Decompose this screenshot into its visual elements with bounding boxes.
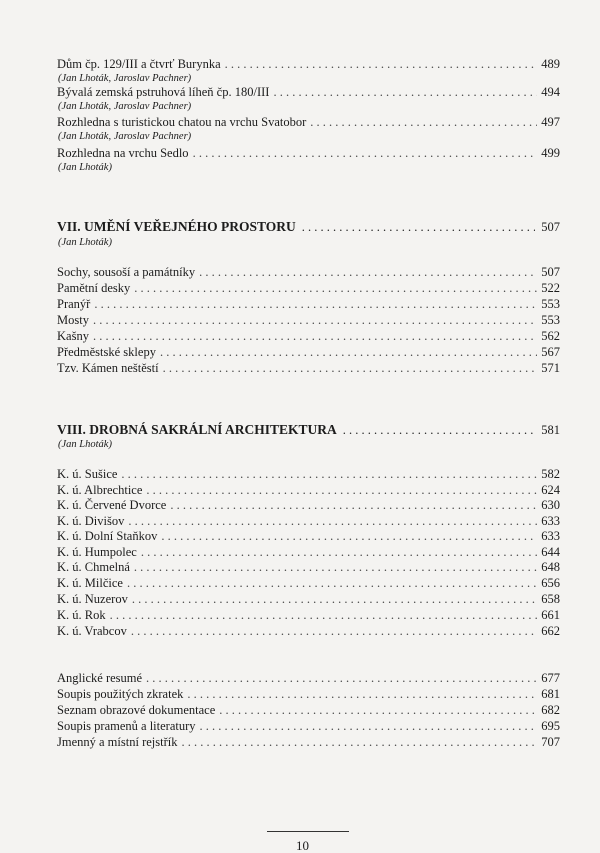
toc-entry-page: 553 bbox=[541, 297, 560, 311]
toc-entry[interactable] bbox=[57, 467, 560, 482]
toc-entry-page: 633 bbox=[541, 529, 560, 543]
toc-entry-title: Bývalá zemská pstruhová líheň čp. 180/III bbox=[57, 85, 270, 99]
toc-entry-page: 489 bbox=[541, 57, 560, 71]
leader-dots bbox=[128, 514, 537, 529]
toc-entry-page: 494 bbox=[541, 85, 560, 99]
leader-dots bbox=[187, 687, 537, 702]
toc-entry[interactable] bbox=[57, 265, 560, 280]
toc-entry[interactable] bbox=[57, 576, 560, 591]
toc-entry-title: Anglické resumé bbox=[57, 671, 143, 685]
leader-dots bbox=[146, 671, 537, 686]
toc-entry-page: 681 bbox=[541, 687, 560, 701]
toc-entry[interactable] bbox=[57, 545, 560, 560]
toc-entry-page: 644 bbox=[541, 545, 560, 559]
leader-dots bbox=[302, 219, 535, 235]
toc-entry[interactable] bbox=[57, 483, 560, 498]
leader-dots bbox=[310, 115, 537, 130]
toc-entry-page: 553 bbox=[541, 313, 560, 327]
toc-entry-title: Kašny bbox=[57, 329, 89, 343]
toc-entry[interactable] bbox=[57, 329, 560, 344]
toc-entry-page: 497 bbox=[541, 115, 560, 129]
leader-dots bbox=[134, 281, 537, 296]
leader-dots bbox=[93, 329, 537, 344]
leader-dots bbox=[132, 592, 537, 607]
toc-entry[interactable] bbox=[57, 297, 560, 312]
leader-dots bbox=[219, 703, 537, 718]
section-heading[interactable] bbox=[57, 422, 560, 438]
leader-dots bbox=[134, 560, 537, 575]
leader-dots bbox=[163, 361, 538, 376]
toc-entry[interactable] bbox=[57, 529, 560, 544]
toc-entry[interactable] bbox=[57, 85, 560, 100]
toc-entry-page: 662 bbox=[541, 624, 560, 638]
toc-entry-page: 630 bbox=[541, 498, 560, 512]
toc-entry[interactable] bbox=[57, 592, 560, 607]
toc-entry-title: Rozhledna s turistickou chatou na vrchu Svatobor bbox=[57, 115, 307, 129]
leader-dots bbox=[131, 624, 537, 639]
toc-entry-page: 624 bbox=[541, 483, 560, 497]
toc-entry[interactable] bbox=[57, 514, 560, 529]
section-page: 581 bbox=[541, 423, 560, 437]
leader-dots bbox=[193, 146, 538, 161]
toc-entry-title: K. ú. Nuzerov bbox=[57, 592, 128, 606]
toc-entry-page: 658 bbox=[541, 592, 560, 606]
toc-entry-title: K. ú. Milčice bbox=[57, 576, 123, 590]
toc-entry-page: 661 bbox=[541, 608, 560, 622]
toc-entry[interactable] bbox=[57, 624, 560, 639]
toc-entry[interactable] bbox=[57, 146, 560, 161]
toc-entry-title: Mosty bbox=[57, 313, 89, 327]
toc-entry-title: Sochy, sousoší a památníky bbox=[57, 265, 196, 279]
toc-entry-page: 582 bbox=[541, 467, 560, 481]
toc-entry-page: 562 bbox=[541, 329, 560, 343]
toc-entry-page: 707 bbox=[541, 735, 560, 749]
leader-dots bbox=[94, 297, 537, 312]
toc-entry-page: 682 bbox=[541, 703, 560, 717]
toc-entry-title: K. ú. Albrechtice bbox=[57, 483, 143, 497]
section-author: (Jan Lhoták) bbox=[58, 439, 112, 450]
section-page: 507 bbox=[541, 220, 560, 234]
leader-dots bbox=[121, 467, 537, 482]
leader-dots bbox=[170, 498, 537, 513]
toc-entry-author: (Jan Lhoták, Jaroslav Pachner) bbox=[58, 73, 192, 84]
leader-dots bbox=[141, 545, 537, 560]
toc-entry[interactable] bbox=[57, 735, 560, 750]
toc-entry-author: (Jan Lhoták, Jaroslav Pachner) bbox=[58, 101, 192, 112]
footer-rule bbox=[267, 831, 349, 832]
toc-entry-title: Dům čp. 129/III a čtvrť Burynka bbox=[57, 57, 221, 71]
leader-dots bbox=[127, 576, 537, 591]
toc-entry-title: Rozhledna na vrchu Sedlo bbox=[57, 146, 189, 160]
leader-dots bbox=[93, 313, 537, 328]
toc-entry-page: 633 bbox=[541, 514, 560, 528]
leader-dots bbox=[199, 265, 537, 280]
toc-entry-page: 567 bbox=[541, 345, 560, 359]
toc-entry-page: 571 bbox=[541, 361, 560, 375]
toc-entry[interactable] bbox=[57, 498, 560, 513]
section-title: VIII. DROBNÁ SAKRÁLNÍ ARCHITEKTURA bbox=[57, 422, 337, 437]
toc-entry-page: 499 bbox=[541, 146, 560, 160]
leader-dots bbox=[200, 719, 538, 734]
toc-entry-page: 648 bbox=[541, 560, 560, 574]
toc-entry-title: K. ú. Chmelná bbox=[57, 560, 130, 574]
toc-entry-page: 677 bbox=[541, 671, 560, 685]
toc-entry-author: (Jan Lhoták) bbox=[58, 162, 112, 173]
toc-entry-title: Soupis použitých zkratek bbox=[57, 687, 184, 701]
section-author: (Jan Lhoták) bbox=[58, 237, 112, 248]
toc-entry[interactable] bbox=[57, 313, 560, 328]
leader-dots bbox=[160, 345, 537, 360]
toc-entry-title: K. ú. Sušice bbox=[57, 467, 118, 481]
toc-entry-title: Jmenný a místní rejstřík bbox=[57, 735, 178, 749]
toc-entry-title: K. ú. Vrabcov bbox=[57, 624, 127, 638]
toc-entry[interactable] bbox=[57, 703, 560, 718]
leader-dots bbox=[225, 57, 538, 72]
leader-dots bbox=[146, 483, 537, 498]
leader-dots bbox=[273, 85, 537, 100]
toc-entry-page: 656 bbox=[541, 576, 560, 590]
toc-entry-title: Tzv. Kámen neštěstí bbox=[57, 361, 159, 375]
leader-dots bbox=[110, 608, 538, 623]
toc-entry[interactable] bbox=[57, 671, 560, 686]
toc-entry-page: 695 bbox=[541, 719, 560, 733]
toc-entry-page: 507 bbox=[541, 265, 560, 279]
toc-entry-title: Seznam obrazové dokumentace bbox=[57, 703, 216, 717]
toc-entry[interactable] bbox=[57, 115, 560, 130]
toc-entry-title: K. ú. Divišov bbox=[57, 514, 125, 528]
toc-entry[interactable] bbox=[57, 281, 560, 296]
toc-entry-title: K. ú. Červené Dvorce bbox=[57, 498, 167, 512]
leader-dots bbox=[181, 735, 537, 750]
toc-entry-title: Pamětní desky bbox=[57, 281, 131, 295]
toc-entry[interactable] bbox=[57, 719, 560, 734]
toc-entry[interactable] bbox=[57, 361, 560, 376]
toc-entry[interactable] bbox=[57, 560, 560, 575]
toc-entry[interactable] bbox=[57, 608, 560, 623]
leader-dots bbox=[161, 529, 537, 544]
section-title: VII. UMĚNÍ VEŘEJNÉHO PROSTORU bbox=[57, 219, 296, 234]
toc-entry-title: Pranýř bbox=[57, 297, 91, 311]
toc-entry[interactable] bbox=[57, 345, 560, 360]
section-heading[interactable] bbox=[57, 219, 560, 235]
toc-entry-title: Soupis pramenů a literatury bbox=[57, 719, 196, 733]
toc-entry-page: 522 bbox=[541, 281, 560, 295]
toc-entry[interactable] bbox=[57, 687, 560, 702]
toc-entry-title: K. ú. Humpolec bbox=[57, 545, 137, 559]
toc-entry-author: (Jan Lhoták, Jaroslav Pachner) bbox=[58, 131, 192, 142]
toc-entry-title: K. ú. Dolní Staňkov bbox=[57, 529, 158, 543]
leader-dots bbox=[343, 422, 535, 438]
toc-entry-title: Předměstské sklepy bbox=[57, 345, 156, 359]
toc-entry[interactable] bbox=[57, 57, 560, 72]
page-number: 10 bbox=[296, 838, 309, 853]
toc-entry-title: K. ú. Rok bbox=[57, 608, 106, 622]
